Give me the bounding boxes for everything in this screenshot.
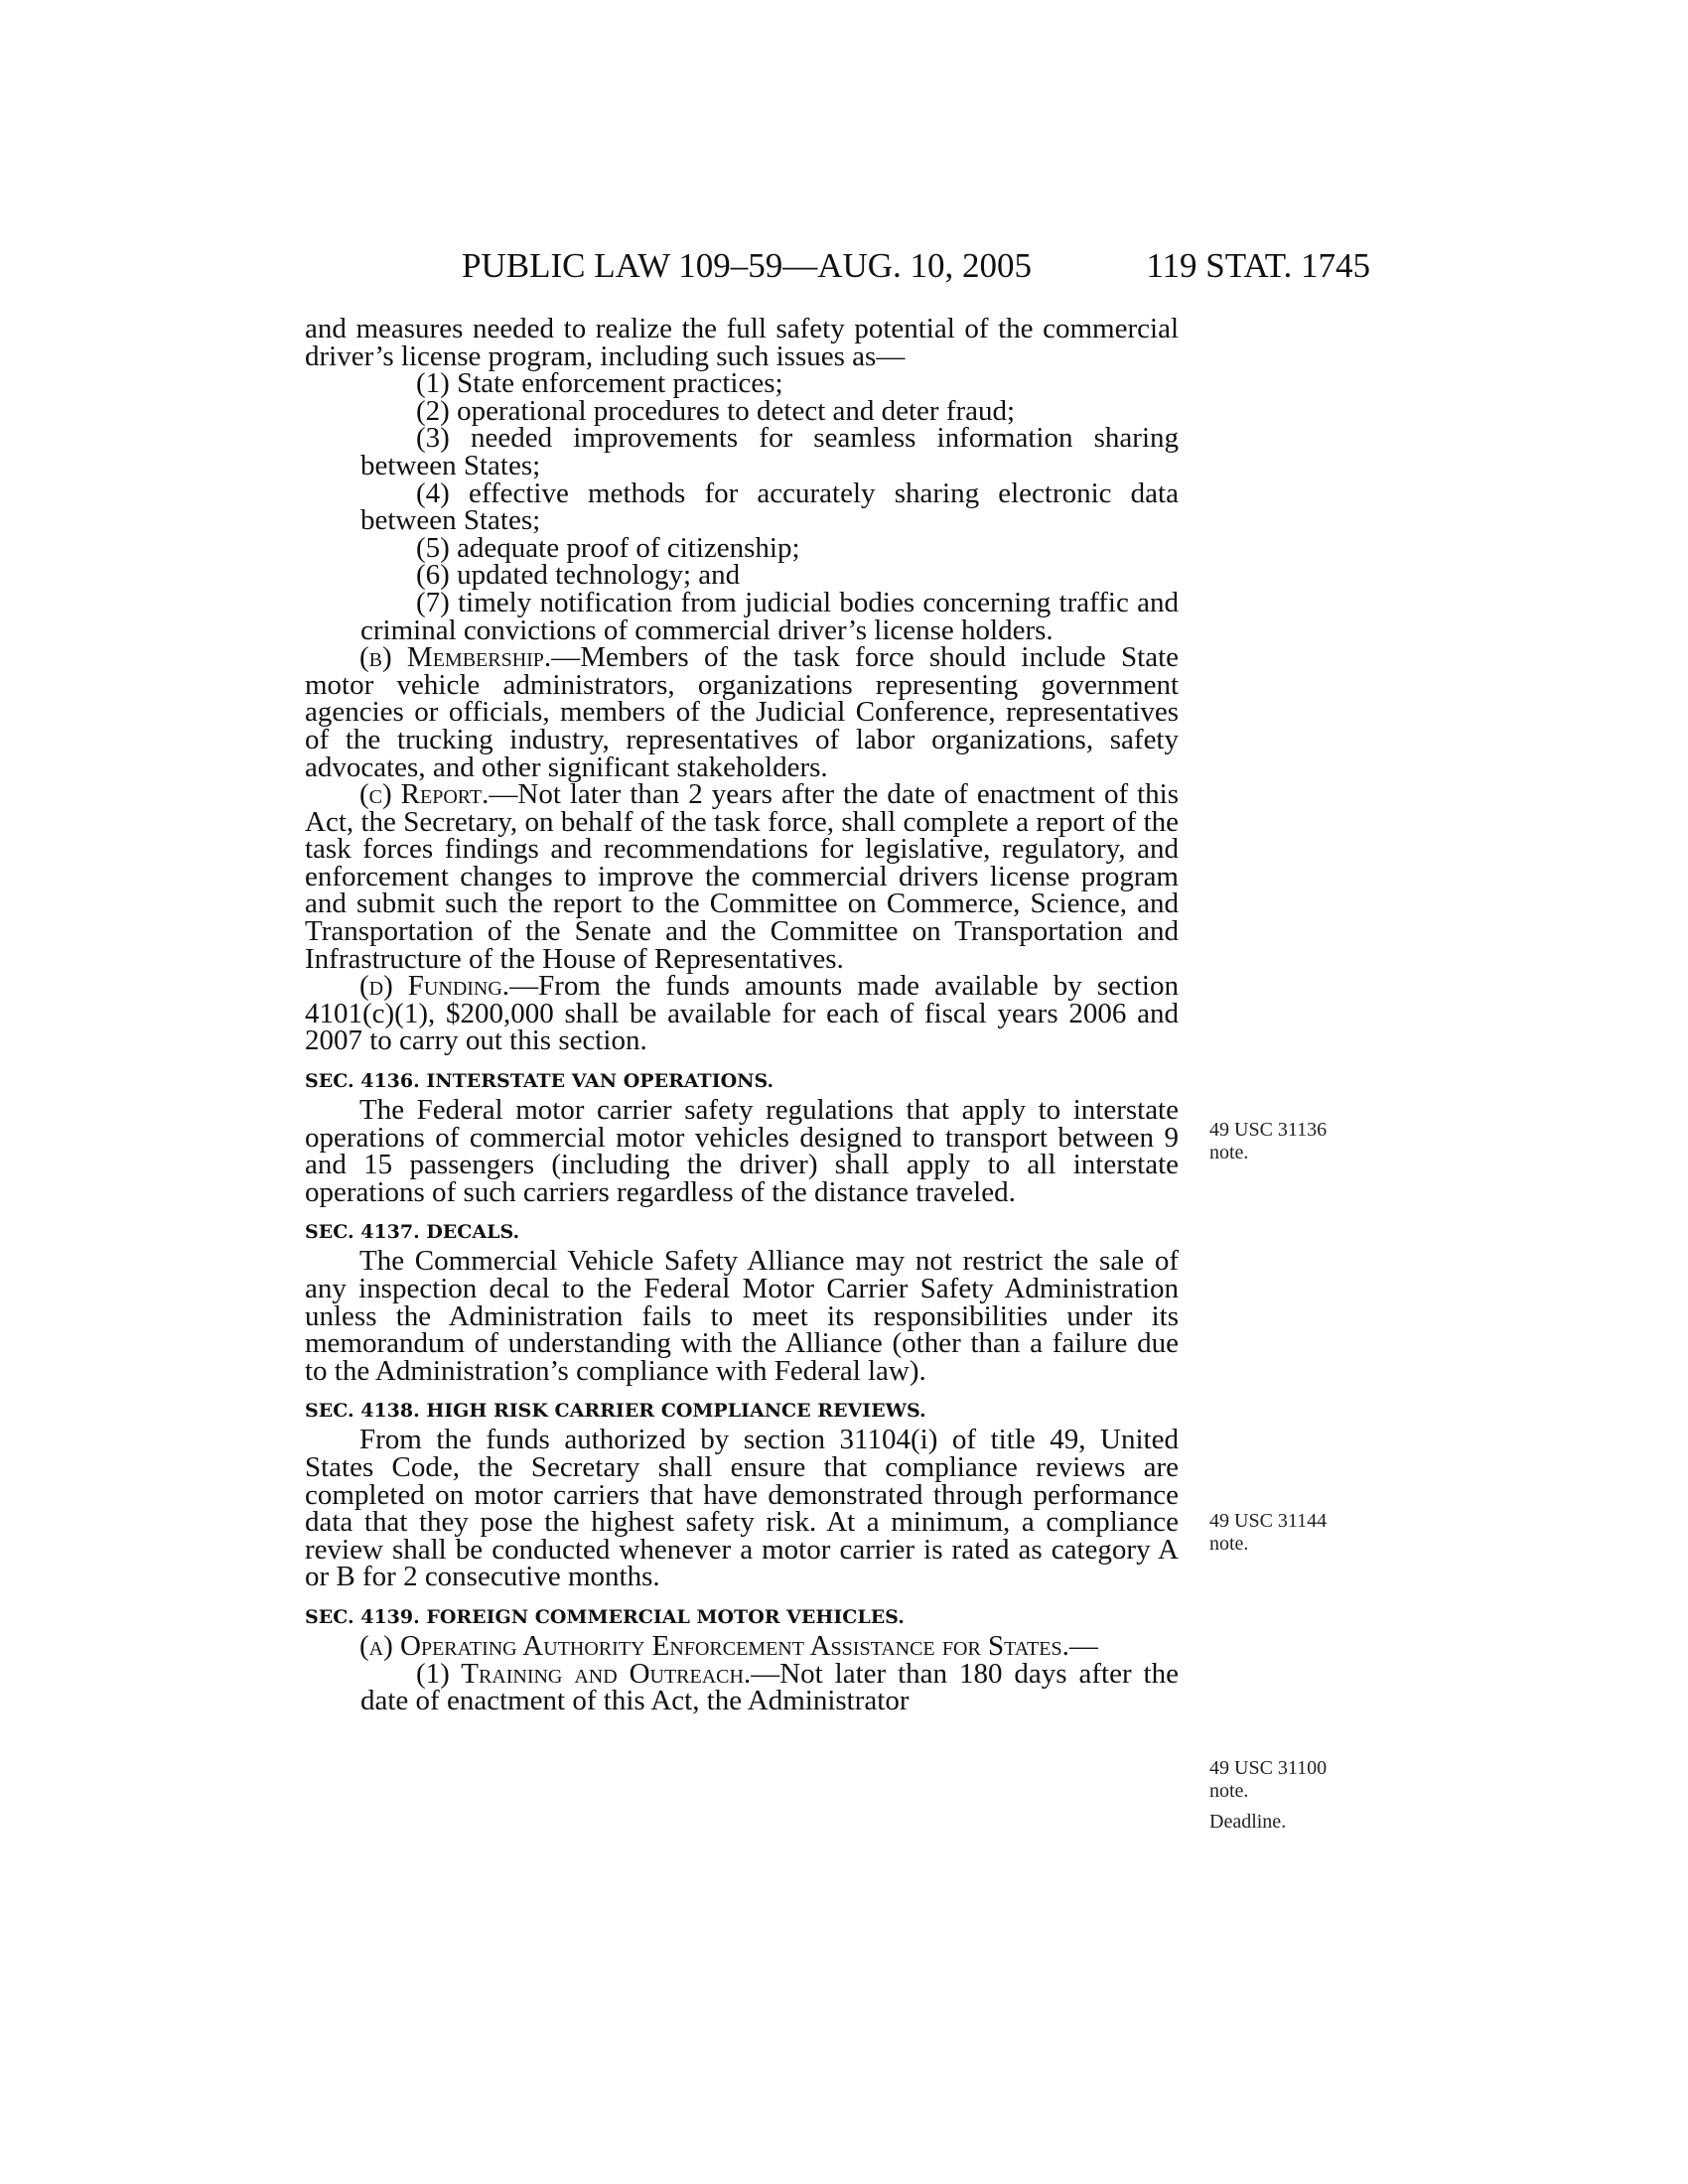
- margin-note-sec-4138: [1209, 1510, 1368, 1556]
- issue-item: (1) State enforcement practices;: [416, 367, 783, 400]
- margin-note-citation: 49 USC 31136: [1209, 1119, 1328, 1141]
- report-text: —Not later than 2 years after the date of enactment of this Act, the Secretary, on behalf of the task force, shall complete a report of the task forces findings and recommendations for legislative, regulatory, and enforcement changes to improve the commercial drivers license program and submit such the report to the Committee on Commerce, Science, and Transportation of the Senate and the Committee on Transportation and Infrastructure of the House of Representatives.: [305, 778, 1179, 975]
- sec-4139-subsection-a: (a) Operating Authority Enforcement Assistance for States.—: [359, 1629, 1098, 1662]
- document-body: [305, 313, 1179, 1717]
- margin-note-citation: 49 USC 31144: [1209, 1510, 1328, 1532]
- funding-label: (d) Funding.: [359, 970, 510, 1003]
- page-header: [462, 246, 1370, 286]
- issue-item: (2) operational procedures to detect and deter fraud;: [416, 394, 1016, 427]
- margin-note-sec-4136: [1209, 1119, 1368, 1164]
- margin-note-sec-4139: [1209, 1757, 1368, 1834]
- training-outreach-label: (1) Training and Outreach.: [416, 1657, 752, 1690]
- training-outreach-text: —Not later than 180 days after the date of enactment of this Act, the Administrator: [360, 1657, 1179, 1717]
- issue-item: (6) updated technology; and: [416, 559, 741, 592]
- sec-4139-heading: SEC. 4139. FOREIGN COMMERCIAL MOTOR VEHICLES.: [305, 1605, 905, 1628]
- sec-4137-text: The Commercial Vehicle Safety Alliance may not restrict the sale of any inspection decal to the Federal Motor Carrier Safety Administration unless the Administration fails to meet its responsibilities under its memorandum of understanding with the Alliance (other than a failure due to the Administration’s compliance with Federal law).: [305, 1245, 1179, 1387]
- membership-paragraph: [305, 641, 1179, 783]
- report-label: (c) Report.: [359, 778, 490, 811]
- intro-paragraph: and measures needed to realize the full safety potential of the commercial driver’s license program, including such issues as—: [305, 313, 1179, 372]
- funding-paragraph: [305, 970, 1179, 1057]
- margin-note-citation: 49 USC 31100: [1209, 1757, 1328, 1779]
- issue-item: (4) effective methods for accurately sharing electronic data between States;: [360, 477, 1179, 537]
- report-paragraph: [305, 778, 1179, 975]
- issue-item: (5) adequate proof of citizenship;: [416, 531, 800, 564]
- margin-note-label: note.: [1209, 1142, 1249, 1163]
- membership-label: (b) Membership.: [359, 641, 552, 674]
- margin-note-label: note.: [1209, 1780, 1249, 1802]
- issue-item: (3) needed improvements for seamless information sharing between States;: [360, 422, 1179, 481]
- sec-4139-paragraph-1: [305, 1657, 1179, 1717]
- margin-note-deadline: Deadline.: [1209, 1811, 1287, 1833]
- statute-page-number: 119 STAT. 1745: [1146, 246, 1370, 285]
- margin-note-label: note.: [1209, 1533, 1249, 1555]
- funding-text: —From the funds amounts made available by section 4101(c)(1), $200,000 shall be available for each of fiscal years 2006 and 2007 to carry out this section.: [305, 970, 1179, 1057]
- sec-4137-heading: SEC. 4137. DECALS.: [305, 1221, 520, 1244]
- sec-4138-heading: SEC. 4138. HIGH RISK CARRIER COMPLIANCE REVIEWS.: [305, 1400, 926, 1423]
- membership-text: —Members of the task force should include State motor vehicle administrators, organizations representing government agencies or officials, members of the Judicial Conference, representatives of the trucking industry, representatives of labor organizations, safety advocates, and other significant stakeholders.: [305, 641, 1179, 783]
- public-law-citation: PUBLIC LAW 109–59—AUG. 10, 2005: [462, 246, 1033, 285]
- sec-4136-heading: SEC. 4136. INTERSTATE VAN OPERATIONS.: [305, 1070, 774, 1093]
- sec-4138-text: From the funds authorized by section 31104(i) of title 49, United States Code, the Secretary shall ensure that compliance reviews are completed on motor carriers that have demonstrated through performance data that they pose the highest safety risk. At a minimum, a compliance review shall be conducted whenever a motor carrier is rated as category A or B for 2 consecutive months.: [305, 1424, 1179, 1593]
- issue-item: (7) timely notification from judicial bodies concerning traffic and criminal convictions of commercial driver’s license holders.: [360, 586, 1179, 646]
- sec-4136-text: The Federal motor carrier safety regulations that apply to interstate operations of commercial motor vehicles designed to transport between 9 and 15 passengers (including the driver) shall apply to all interstate operations of such carriers regardless of the distance traveled.: [305, 1094, 1179, 1208]
